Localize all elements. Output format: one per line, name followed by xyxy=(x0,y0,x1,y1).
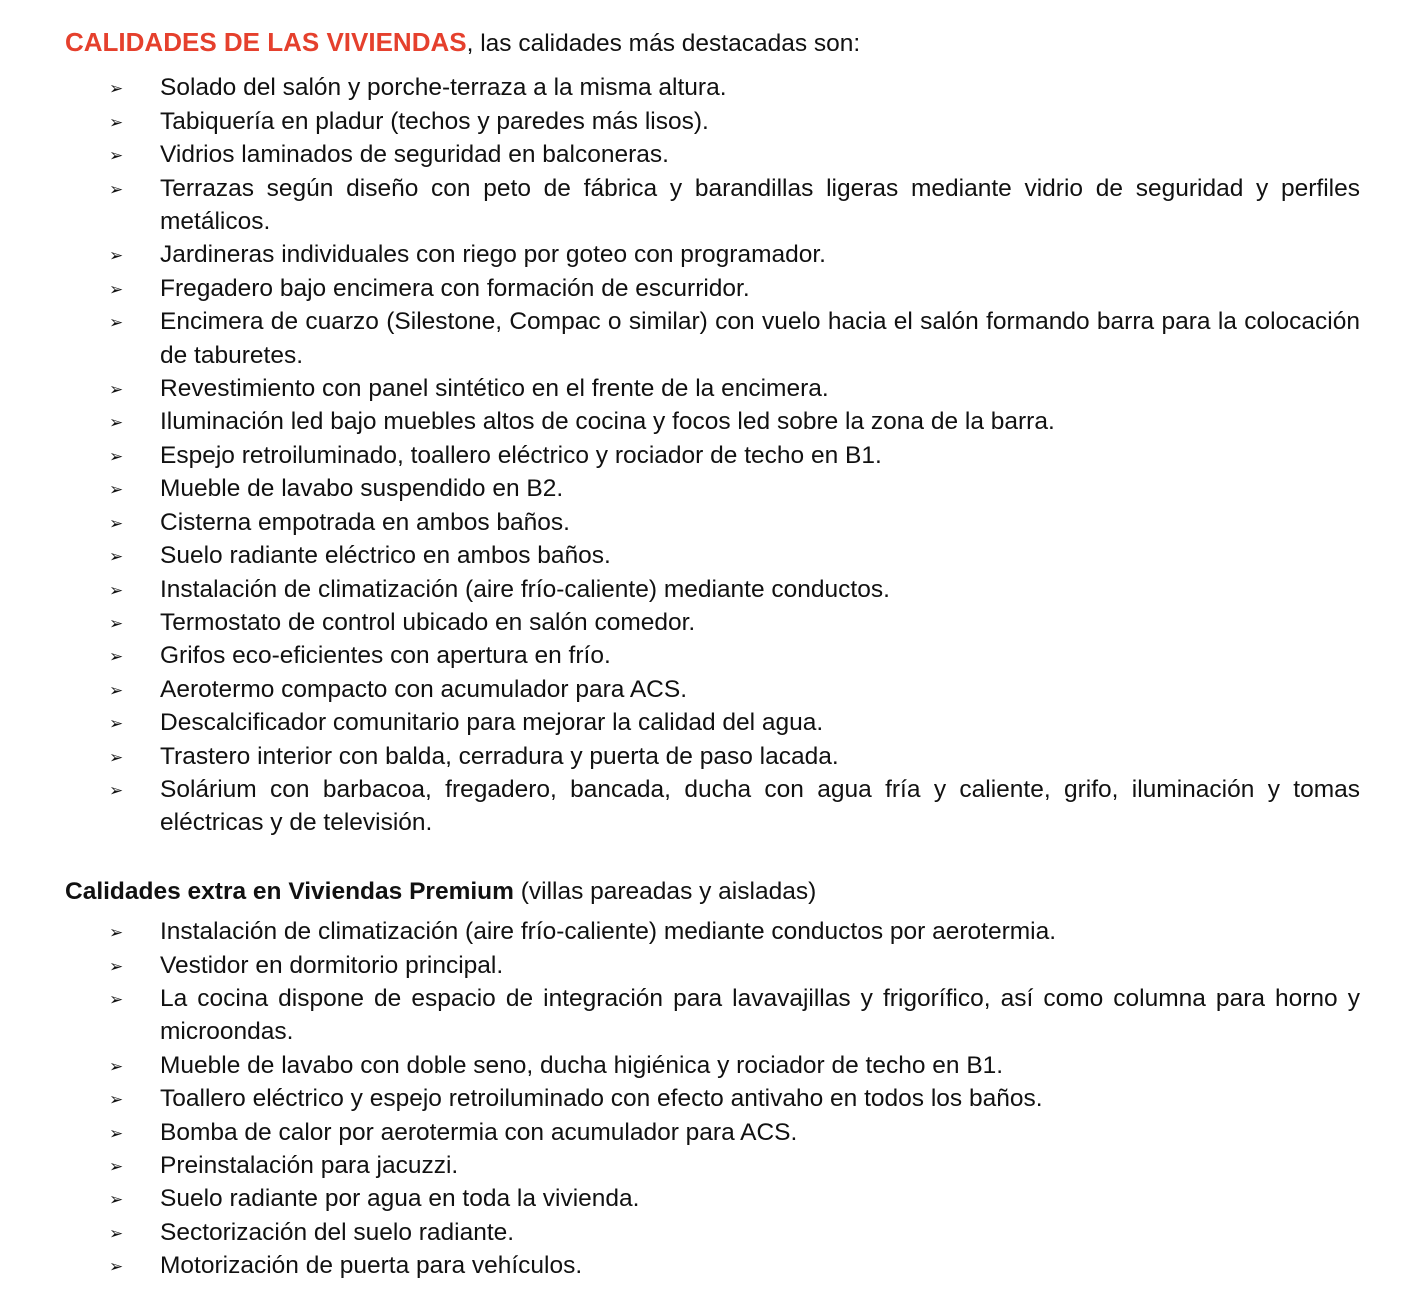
list-item xyxy=(65,740,1360,773)
arrow-bullet-icon: ➢ xyxy=(109,923,124,944)
arrow-bullet-icon: ➢ xyxy=(109,1056,124,1077)
list-item xyxy=(65,138,1360,171)
list-item-text: Suelo radiante eléctrico en ambos baños. xyxy=(160,542,611,570)
list-item xyxy=(65,405,1360,438)
list-item xyxy=(65,673,1360,706)
list-item xyxy=(65,305,1360,372)
document-title-highlight: CALIDADES DE LAS VIVIENDAS xyxy=(65,27,467,57)
list-item-text: Solárium con barbacoa, fregadero, bancada, ducha con agua fría y caliente, grifo, iluminación y tomas eléctricas y de televisión. xyxy=(160,775,1360,837)
premium-heading-bold: Calidades extra en Viviendas Premium xyxy=(65,877,514,905)
arrow-bullet-icon: ➢ xyxy=(109,1157,124,1177)
list-item-text: Jardineras individuales con riego por goteo con programador. xyxy=(160,241,826,269)
list-item xyxy=(65,272,1360,305)
arrow-bullet-icon: ➢ xyxy=(109,146,124,167)
list-item xyxy=(65,1082,1360,1115)
list-item-text: Cisterna empotrada en ambos baños. xyxy=(160,508,570,536)
list-item-text: Revestimiento con panel sintético en el frente de la encimera. xyxy=(160,375,829,403)
list-item-text: Mueble de lavabo con doble seno, ducha higiénica y rociador de techo en B1. xyxy=(160,1051,1004,1079)
list-item xyxy=(65,1116,1360,1149)
arrow-bullet-icon: ➢ xyxy=(109,313,124,334)
list-item xyxy=(65,539,1360,572)
list-item xyxy=(65,706,1360,739)
list-item xyxy=(65,1149,1360,1182)
arrow-bullet-icon: ➢ xyxy=(109,547,124,568)
list-item xyxy=(65,372,1360,405)
arrow-bullet-icon: ➢ xyxy=(109,179,124,200)
list-item-text: Grifos eco-eficientes con apertura en frío. xyxy=(160,642,611,670)
list-item-text: Fregadero bajo encimera con formación de escurridor. xyxy=(160,274,750,302)
list-item xyxy=(65,172,1360,239)
list-item xyxy=(65,439,1360,472)
list-item xyxy=(65,639,1360,672)
list-item-text: La cocina dispone de espacio de integración para lavavajillas y frigorífico, así como columna para horno y microondas. xyxy=(160,984,1360,1046)
list-item xyxy=(65,238,1360,271)
arrow-bullet-icon: ➢ xyxy=(109,246,124,267)
list-item xyxy=(65,606,1360,639)
arrow-bullet-icon: ➢ xyxy=(109,1190,124,1211)
arrow-bullet-icon: ➢ xyxy=(109,1090,124,1111)
arrow-bullet-icon: ➢ xyxy=(109,613,124,634)
document-title-rest: , las calidades más destacadas son: xyxy=(466,30,861,57)
list-item-text: Trastero interior con balda, cerradura y puerta de paso lacada. xyxy=(160,742,839,770)
list-item-text: Vidrios laminados de seguridad en balconeras. xyxy=(160,141,669,169)
list-item-text: Solado del salón y porche-terraza a la misma altura. xyxy=(160,74,727,102)
list-item-text: Toallero eléctrico y espejo retroiluminado con efecto antivaho en todos los baños. xyxy=(160,1085,1043,1113)
list-item xyxy=(65,105,1360,138)
list-item xyxy=(65,773,1360,840)
list-item-text: Instalación de climatización (aire frío-caliente) mediante conductos. xyxy=(160,575,890,603)
document-title xyxy=(65,26,1360,60)
list-item-text: Sectorización del suelo radiante. xyxy=(160,1218,515,1246)
list-item xyxy=(65,915,1360,948)
list-item xyxy=(65,1182,1360,1215)
arrow-bullet-icon: ➢ xyxy=(109,279,124,300)
list-item xyxy=(65,1049,1360,1082)
premium-section-heading xyxy=(65,875,1360,908)
list-item xyxy=(65,949,1360,982)
list-item-text: Mueble de lavabo suspendido en B2. xyxy=(160,475,564,503)
list-item xyxy=(65,472,1360,505)
arrow-bullet-icon: ➢ xyxy=(109,580,124,601)
list-item-text: Motorización de puerta para vehículos. xyxy=(160,1252,583,1280)
arrow-bullet-icon: ➢ xyxy=(109,747,124,768)
arrow-bullet-icon: ➢ xyxy=(109,1223,124,1244)
list-item-text: Aerotermo compacto con acumulador para ACS. xyxy=(160,675,688,703)
arrow-bullet-icon: ➢ xyxy=(109,480,124,501)
list-item xyxy=(65,71,1360,104)
premium-heading-rest: (villas pareadas y aisladas) xyxy=(513,877,817,905)
list-item-text: Bomba de calor por aerotermia con acumulador para ACS. xyxy=(160,1118,798,1146)
list-item-text: Preinstalación para jacuzzi. xyxy=(160,1152,459,1179)
list-item-text: Suelo radiante por agua en toda la vivienda. xyxy=(160,1185,640,1213)
arrow-bullet-icon: ➢ xyxy=(109,1123,124,1144)
list-item-text: Vestidor en dormitorio principal. xyxy=(160,951,504,979)
arrow-bullet-icon: ➢ xyxy=(109,380,124,401)
premium-qualities-list xyxy=(65,915,1360,1282)
arrow-bullet-icon: ➢ xyxy=(109,413,124,434)
arrow-bullet-icon: ➢ xyxy=(109,680,124,701)
standard-qualities-list xyxy=(65,71,1360,839)
arrow-bullet-icon: ➢ xyxy=(109,446,124,467)
arrow-bullet-icon: ➢ xyxy=(109,112,124,133)
arrow-bullet-icon: ➢ xyxy=(109,513,124,534)
list-item-text: Descalcificador comunitario para mejorar la calidad del agua. xyxy=(160,709,824,737)
list-item xyxy=(65,573,1360,606)
arrow-bullet-icon: ➢ xyxy=(109,780,124,801)
arrow-bullet-icon: ➢ xyxy=(109,714,124,735)
list-item-text: Terrazas según diseño con peto de fábrica y barandillas ligeras mediante vidrio de seguridad y perfiles metálicos. xyxy=(160,174,1360,236)
list-item-text: Tabiquería en pladur (techos y paredes más lisos). xyxy=(160,107,709,135)
list-item xyxy=(65,982,1360,1049)
list-item-text: Iluminación led bajo muebles altos de cocina y focos led sobre la zona de la barra. xyxy=(160,408,1055,436)
list-item xyxy=(65,1249,1360,1282)
arrow-bullet-icon: ➢ xyxy=(109,989,124,1010)
list-item-text: Espejo retroiluminado, toallero eléctrico y rociador de techo en B1. xyxy=(160,441,882,469)
list-item-text: Instalación de climatización (aire frío-caliente) mediante conductos por aerotermia. xyxy=(160,918,1057,946)
arrow-bullet-icon: ➢ xyxy=(109,79,124,100)
arrow-bullet-icon: ➢ xyxy=(109,956,124,977)
list-item-text: Termostato de control ubicado en salón comedor. xyxy=(160,608,696,636)
list-item xyxy=(65,506,1360,539)
arrow-bullet-icon: ➢ xyxy=(109,1257,124,1278)
list-item-text: Encimera de cuarzo (Silestone, Compac o similar) con vuelo hacia el salón formando barra para la colocación de taburetes. xyxy=(160,308,1360,369)
arrow-bullet-icon: ➢ xyxy=(109,647,124,668)
list-item xyxy=(65,1216,1360,1249)
